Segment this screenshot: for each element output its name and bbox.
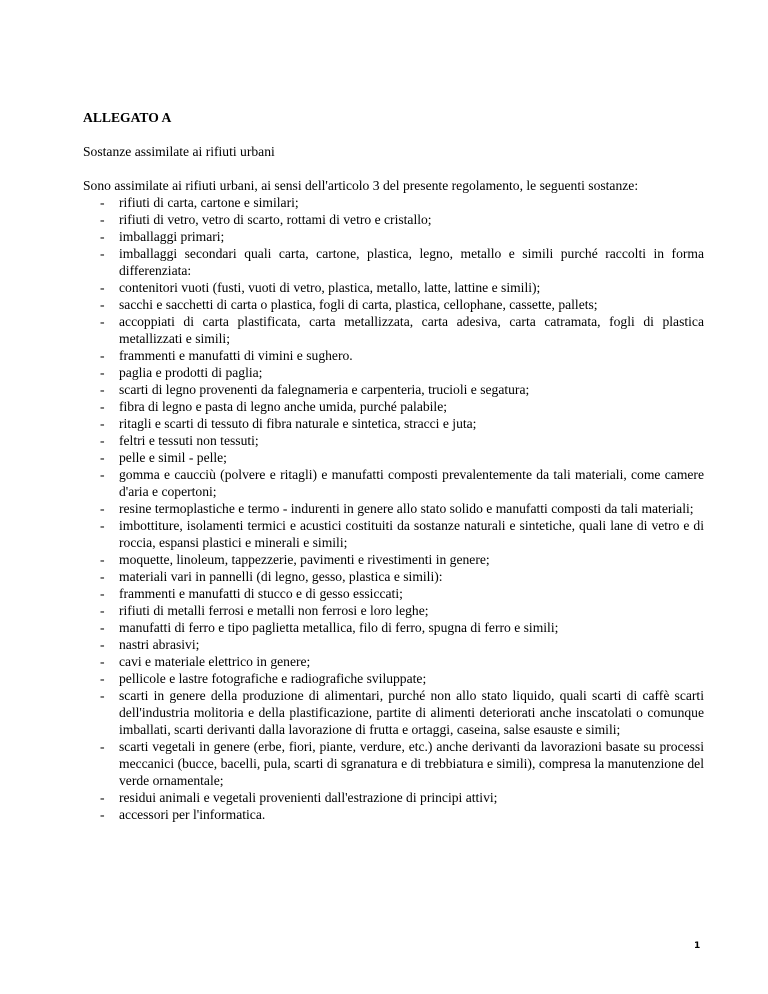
list-bullet: - (100, 195, 105, 210)
list-item (83, 415, 704, 432)
list-item (83, 279, 704, 296)
list-item (83, 432, 704, 449)
list-item-text: fibra di legno e pasta di legno anche umida, purché palabile; (119, 399, 448, 414)
list-item (83, 245, 704, 279)
list-item (83, 313, 704, 347)
list-item-text: scarti vegetali in genere (erbe, fiori, piante, verdure, etc.) anche derivanti da lavorazioni basate su processi meccanici (bucce, bacelli, pula, scarti di sgranatura e di trebbiatura e simili), compresa la manutenzione del verde ornamentale; (119, 739, 704, 788)
list-item-text: sacchi e sacchetti di carta o plastica, fogli di carta, plastica, cellophane, cassette, pallets; (119, 297, 598, 312)
list-item (83, 466, 704, 500)
list-bullet: - (100, 637, 105, 652)
list-item-text: feltri e tessuti non tessuti; (119, 433, 259, 448)
list-item (83, 738, 704, 789)
list-item-text: scarti di legno provenenti da falegnameria e carpenteria, trucioli e segatura; (119, 382, 530, 397)
list-bullet: - (100, 603, 105, 618)
list-item-text: materiali vari in pannelli (di legno, gesso, plastica e simili): (119, 569, 443, 584)
list-item (83, 347, 704, 364)
list-bullet: - (100, 569, 105, 584)
list-item-text: gomma e caucciù (polvere e ritagli) e manufatti composti prevalentemente da tali materiali, come camere d'aria e copertoni; (119, 467, 704, 499)
list-bullet: - (100, 518, 105, 533)
list-item-text: rifiuti di vetro, vetro di scarto, rottami di vetro e cristallo; (119, 212, 432, 227)
list-item-text: contenitori vuoti (fusti, vuoti di vetro, plastica, metallo, latte, lattine e simili); (119, 280, 541, 295)
list-item-text: imbottiture, isolamenti termici e acustici costituiti da sostanze naturali e sintetiche, quali lane di vetro e di roccia, espansi plastici e minerali e simili; (119, 518, 704, 550)
list-bullet: - (100, 501, 105, 516)
page-number: 1 (694, 941, 701, 951)
list-item (83, 398, 704, 415)
list-item (83, 687, 704, 738)
list-item (83, 653, 704, 670)
substances-list (83, 194, 704, 823)
list-bullet: - (100, 229, 105, 244)
list-bullet: - (100, 314, 105, 329)
list-item (83, 194, 704, 211)
list-item-text: resine termoplastiche e termo - indurenti in genere allo stato solido e manufatti composti da tali materiali; (119, 501, 694, 516)
list-item-text: frammenti e manufatti di stucco e di gesso essiccati; (119, 586, 403, 601)
list-item (83, 789, 704, 806)
document-subtitle: Sostanze assimilate ai rifiuti urbani (83, 144, 275, 159)
list-bullet: - (100, 552, 105, 567)
list-bullet: - (100, 246, 105, 261)
list-bullet: - (100, 212, 105, 227)
list-item (83, 585, 704, 602)
list-bullet: - (100, 807, 105, 822)
list-bullet: - (100, 586, 105, 601)
list-item-text: accessori per l'informatica. (119, 807, 266, 822)
document-heading: ALLEGATO A (83, 110, 172, 125)
list-bullet: - (100, 297, 105, 312)
list-bullet: - (100, 365, 105, 380)
list-item (83, 806, 704, 823)
list-item-text: nastri abrasivi; (119, 637, 200, 652)
list-bullet: - (100, 280, 105, 295)
list-item (83, 551, 704, 568)
list-bullet: - (100, 416, 105, 431)
list-item (83, 500, 704, 517)
list-bullet: - (100, 348, 105, 363)
list-bullet: - (100, 382, 105, 397)
list-item (83, 228, 704, 245)
list-item (83, 381, 704, 398)
list-item-text: rifiuti di metalli ferrosi e metalli non ferrosi e loro leghe; (119, 603, 429, 618)
list-item-text: moquette, linoleum, tappezzerie, pavimenti e rivestimenti in genere; (119, 552, 490, 567)
list-item-text: frammenti e manufatti di vimini e sughero. (119, 348, 353, 363)
list-item (83, 602, 704, 619)
list-item (83, 636, 704, 653)
list-bullet: - (100, 739, 105, 754)
list-item-text: manufatti di ferro e tipo paglietta metallica, filo di ferro, spugna di ferro e simili; (119, 620, 559, 635)
intro-paragraph: Sono assimilate ai rifiuti urbani, ai sensi dell'articolo 3 del presente regolamento, le seguenti sostanze: (83, 178, 639, 193)
list-item-text: residui animali e vegetali provenienti dall'estrazione di principi attivi; (119, 790, 498, 805)
list-item-text: imballaggi primari; (119, 229, 225, 244)
list-item (83, 568, 704, 585)
list-bullet: - (100, 433, 105, 448)
list-bullet: - (100, 654, 105, 669)
list-bullet: - (100, 688, 105, 703)
list-item (83, 670, 704, 687)
list-item-text: pelle e simil - pelle; (119, 450, 227, 465)
list-bullet: - (100, 790, 105, 805)
list-bullet: - (100, 450, 105, 465)
list-bullet: - (100, 467, 105, 482)
list-item-text: accoppiati di carta plastificata, carta metallizzata, carta adesiva, carta catramata, fogli di plastica metallizzati e simili; (119, 314, 704, 346)
list-item (83, 296, 704, 313)
list-bullet: - (100, 399, 105, 414)
list-item (83, 619, 704, 636)
list-item (83, 517, 704, 551)
list-bullet: - (100, 620, 105, 635)
list-item (83, 364, 704, 381)
list-item-text: imballaggi secondari quali carta, cartone, plastica, legno, metallo e simili purché raccolti in forma differenziata: (119, 246, 704, 278)
list-item (83, 449, 704, 466)
list-item-text: ritagli e scarti di tessuto di fibra naturale e sintetica, stracci e juta; (119, 416, 477, 431)
list-item-text: pellicole e lastre fotografiche e radiografiche sviluppate; (119, 671, 427, 686)
list-item (83, 211, 704, 228)
list-item-text: cavi e materiale elettrico in genere; (119, 654, 311, 669)
list-item-text: rifiuti di carta, cartone e similari; (119, 195, 299, 210)
list-bullet: - (100, 671, 105, 686)
list-item-text: paglia e prodotti di paglia; (119, 365, 263, 380)
list-item-text: scarti in genere della produzione di alimentari, purché non allo stato liquido, quali scarti di caffè scarti dell'industria molitoria e della plastificazione, partite di alimenti deteriorati anche inscatolati o comunque imballati, scarti derivanti dalla lavorazione di frutta e ortaggi, caseina, salse esauste e simili; (119, 688, 704, 737)
